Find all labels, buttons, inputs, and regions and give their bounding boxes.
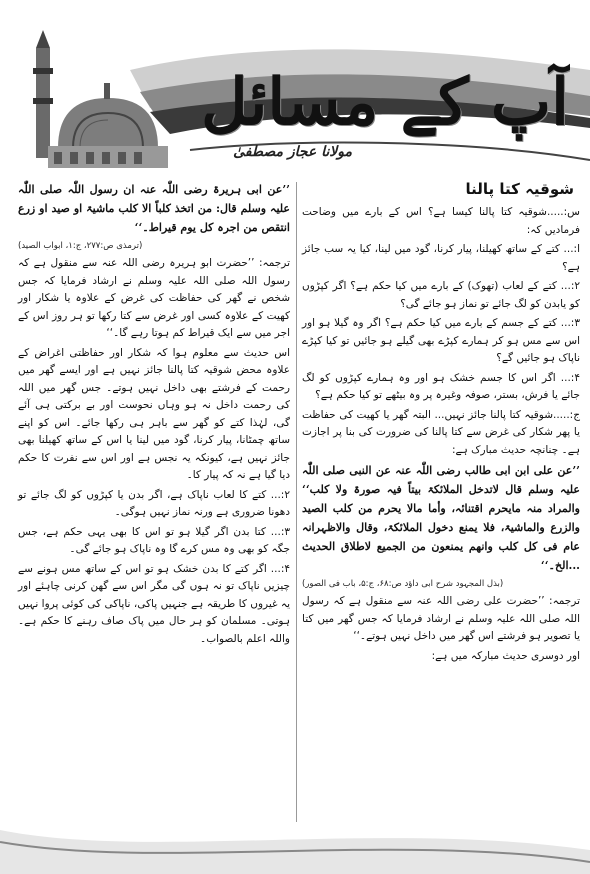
left-column — [18, 178, 290, 838]
page-header — [0, 0, 590, 180]
hadith-arabic-text: ’’عن علی ابن ابی طالب رضی اللّٰہ عنہ عن النبی صلی اللّٰہ علیہ وسلم قال لاتدخل الملائکۃ بیتاً فیہ صورۃ ولا کلب‘‘ والمراد منہ مایحرم اقتنائہ، وأما مالا یحرم من کلب الصید والزرع والماشیۃ، فلا یمنع دخول الملائکۃ، وقال والاظہرانہ عام فی کل کلب وانھم یمنعون من الجمیع لاطلاق الحدیث ...الخ۔‘‘ — [302, 464, 580, 572]
question-item-4: ۴:... اگر اس کا جسم خشک ہو اور وہ ہمارے کپڑوں کو لگ جائے یا فرش، بستر، صوفہ وغیرہ پر وہ بیٹھے تو کیا حکم ہے؟ — [302, 371, 580, 401]
right-column — [302, 178, 580, 838]
mosque-illustration — [18, 28, 168, 178]
answer-item-4: ۴:... اگر کتے کا بدن خشک ہو تو اس کے ساتھ مس ہونے سے چیزیں ناپاک تو نہ ہوں گی مگر اس سے گھن کرنی چاہئے اور یہ غیروں کا طریقہ ہے جنہیں پاکی، ناپاکی کی کوئی پروا نہیں ہوتی۔ مسلمان کو ہر حال میں پاک صاف رہنے کا حکم ہے۔ واللہ اعلم بالصواب۔ — [18, 562, 290, 645]
author-byline: مولانا عجاز مصطفیٰ — [233, 144, 352, 160]
question-item-3: ۳:... کتے کے جسم کے بارے میں کیا حکم ہے؟ اگر وہ گیلا ہو اور اس سے مس ہو کر ہمارے کپڑے بھی گیلے ہو جائیں تو کیا کپڑے ناپاک ہو جائیں گے؟ — [302, 317, 580, 364]
answer-text: ج:.....شوقیہ کتا پالنا جائز نہیں... البتہ گھر یا کھیت کی حفاظت یا پھر شکار کی غرض سے کتا پالنا کی ضرورت کی بنا پر اجازت ہے۔ چنانچہ حدیث مبارک ہے: — [302, 408, 580, 456]
hadith-arabic-text: ’’عن ابی ہریرۃ رضی اللّٰہ عنہ ان رسول اللّٰہ صلی اللّٰہ علیہ وسلم قال: من اتخذ کلباً الا کلب ماشیۃ او صید او زرع انتقص من اجرہ کل یوم قیراط۔‘‘ — [18, 183, 290, 234]
answer-item-2: ۲:... کتے کا لعاب ناپاک ہے، اگر بدن یا کپڑوں کو لگ جائے تو دھونا ضروری ہے ورنہ نماز نہیں ہوگی۔ — [18, 488, 290, 518]
question-item-1: ا:... کتے کے ساتھ کھیلنا، پیار کرنا، گود میں لینا، کیا یہ سب جائز ہے؟ — [302, 243, 580, 273]
explanation-text: اس حدیث سے معلوم ہوا کہ شکار اور حفاظتی اغراض کے علاوہ محض شوقیہ کتا پالنا جائز نہیں ہے اور ایسے گھر میں رحمت کے فرشتے بھی داخل نہیں ہوتے۔ جس گھر میں اللہ کی رحمت داخل نہ ہو وہاں نحوست اور بے برکتی ہی آئے گی، لہٰذا کتے کو گھر سے باہر ہی رکھا جائے۔ اس کو اپنے ساتھ چمٹانا، پیار کرنا، گود میں لینا یا اس کے ساتھ کھیلنا بھی جائز نہیں ہے، کیونکہ یہ نجس ہے اور اس سے نفرت کا حکم دیا گیا ہے نہ کہ پیار کا۔ — [18, 346, 290, 481]
question-text: س:.....شوقیہ کتا پالنا کیسا ہے؟ اس کے بارے میں وضاحت فرمادیں کہ: — [302, 206, 580, 236]
answer-item-3: ۳:... کتا بدن اگر گیلا ہو تو اس کا بھی یہی حکم ہے، جس جگہ کو بھی وہ مس کرے گا وہ ناپاک ہو جائے گی۔ — [18, 525, 290, 555]
hadith-reference: (بذل المجہود شرح ابی داؤد ص:۶۸، ج:۵، باب فی الصور) — [302, 579, 504, 589]
footer-swoosh — [0, 800, 590, 874]
column-divider — [296, 182, 297, 822]
section-title: شوقیہ کتا پالنا — [465, 180, 574, 198]
question-item-2: ۲:... کتے کے لعاب (تھوک) کے بارے میں کیا حکم ہے؟ اگر کپڑوں کو یابدن کو لگ جائے تو نماز ہو جائے گی؟ — [302, 280, 580, 310]
hadith-reference: (ترمذی ص:۲۷۷، ج:۱، ابواب الصید) — [18, 241, 143, 251]
closing-text: اور دوسری حدیث مبارکہ میں ہے: — [431, 649, 580, 662]
hadith-translation: ترجمہ: ’’حضرت علی رضی اللہ عنہ سے منقول ہے کہ رسول اللہ صلی اللہ علیہ وسلم نے ارشاد فرمایا کہ جس گھر میں کتا یا تصویر ہو فرشتے اس گھر میں داخل نہیں ہوتے۔‘‘ — [302, 595, 580, 642]
page-title: آپ کے مسائل — [201, 65, 569, 140]
hadith-translation: ترجمہ: ’’حضرت ابو ہریرہ رضی اللہ عنہ سے منقول ہے کہ رسول اللہ صلی اللہ علیہ وسلم نے ارشاد فرمایا کہ جس شخص نے گھر کی حفاظت کی غرض کے علاوہ یا شکار اور کھیت کے علاوہ کسی اور غرض سے کتا رکھا تو ہر روز اس کے اجر میں سے ایک قیراط کم ہوتا رہے گا۔‘‘ — [18, 257, 290, 339]
